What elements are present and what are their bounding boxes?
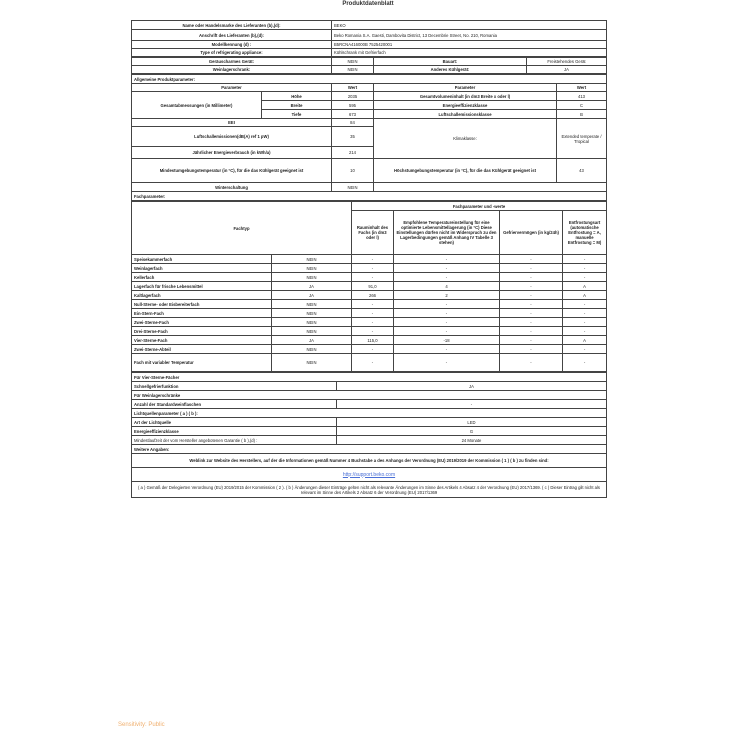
empty-cell: [374, 183, 607, 192]
col-compartment-type: Fachtyp: [132, 202, 352, 255]
row-temp: -: [394, 264, 500, 273]
row-present: NEIN: [272, 318, 352, 327]
height-value: 2035: [332, 92, 374, 101]
type-table: [131, 57, 607, 74]
wine-cabinet-value: NEIN: [332, 66, 374, 74]
wine-label: Für Weinlagerschränke: [132, 391, 607, 400]
supplier-name-label: Name oder Handelsmarke des Lieferanten (b),(d):: [132, 21, 332, 30]
row-name: Zwei-Sterne-Fach: [132, 318, 272, 327]
general-section-label: Allgemeine Produktparameter:: [132, 75, 607, 84]
row-defrost: -: [563, 318, 607, 327]
volume-label: Gesamtvolumeninhalt (in dm3 Breite x oder l): [374, 92, 557, 101]
row-name: Zwei-Sterne-Abteil: [132, 345, 272, 354]
wine-count-label: Anzahl der Standardweinflaschen: [132, 400, 337, 409]
supplier-address-label: Anschrift des Lieferanten (b),(d):: [132, 30, 332, 41]
volume-value: 413: [557, 92, 607, 101]
row-freeze: -: [500, 336, 563, 345]
wine-cabinet-label: Weinlagerschrank:: [132, 66, 332, 74]
energy-class-label: Energieeffizienzklasse: [374, 101, 557, 110]
row-freeze: -: [500, 345, 563, 354]
row-freeze: -: [500, 354, 563, 372]
row-present: JA: [272, 282, 352, 291]
row-temp: -: [394, 300, 500, 309]
row-temp: -: [394, 309, 500, 318]
wine-count-value: -: [337, 400, 607, 409]
row-name: Vier-Sterne-Fach: [132, 336, 272, 345]
col-parameter-2: Parameter: [374, 84, 557, 92]
row-freeze: -: [500, 264, 563, 273]
table-row: [132, 264, 607, 273]
row-name: Ein-Stern-Fach: [132, 309, 272, 318]
max-temp-label: Höchstumgebungstemperatur (in °C), für die das Kühlgerät geeignet ist: [374, 159, 557, 183]
eei-value: 84: [332, 119, 374, 127]
design-value: Freistehendes Gerät: [527, 58, 607, 66]
row-defrost: A: [563, 282, 607, 291]
col-value-2: Wert: [557, 84, 607, 92]
row-volume: -: [352, 309, 394, 318]
row-freeze: -: [500, 291, 563, 300]
row-present: NEIN: [272, 327, 352, 336]
col-temp: Empfohlene Temperatureinstellung für eine optimierte Lebensmittellagerung (in °C) Diese Einstellungen dürfen nicht im Widerspruch zu den Lagerbedingungen gemäß Anhang IV Tabelle 3 stehen): [394, 211, 500, 255]
row-defrost: A: [563, 336, 607, 345]
sensitivity-label: Sensitivity: Public: [118, 722, 165, 728]
appliance-type-label: Type of refrigerating appliance:: [132, 49, 332, 57]
design-label: Bauart:: [374, 58, 527, 66]
warranty-value: 24 Monate: [337, 436, 607, 445]
row-present: NEIN: [272, 255, 352, 264]
height-label: Höhe: [262, 92, 332, 101]
col-value: Wert: [332, 84, 374, 92]
row-temp: -18: [394, 336, 500, 345]
row-defrost: -: [563, 300, 607, 309]
light-label: Lichtquellenparameter ( a ) ( b ):: [132, 409, 607, 418]
page-title: Produktdatenblatt: [342, 1, 394, 7]
row-defrost: -: [563, 264, 607, 273]
row-defrost: -: [563, 273, 607, 282]
row-present: NEIN: [272, 309, 352, 318]
noise-class-label: Luftschallemissionsklasse: [374, 110, 557, 119]
supplier-table: [131, 20, 607, 57]
table-row: [132, 282, 607, 291]
row-freeze: -: [500, 318, 563, 327]
row-name: Drei-Sterne-Fach: [132, 327, 272, 336]
quick-freeze-label: Schnellgefrierfunktion: [132, 382, 337, 391]
row-temp: -: [394, 318, 500, 327]
row-volume: -: [352, 354, 394, 372]
row-present: NEIN: [272, 273, 352, 282]
energy-consumption-value: 214: [332, 147, 374, 159]
row-volume: -: [352, 264, 394, 273]
depth-value: 673: [332, 110, 374, 119]
row-temp: 2: [394, 291, 500, 300]
row-present: NEIN: [272, 300, 352, 309]
table-row: [132, 309, 607, 318]
low-noise-value: NEIN: [332, 58, 374, 66]
table-row: [132, 318, 607, 327]
light-type-label: Art der Lichtquelle: [132, 418, 337, 427]
general-params-table: [131, 74, 607, 201]
width-label: Breite: [262, 101, 332, 110]
product-data-sheet: [131, 20, 606, 498]
other-appliance-label: Anderes Kühlgerät:: [374, 66, 527, 74]
row-present: NEIN: [272, 264, 352, 273]
row-present: NEIN: [272, 345, 352, 354]
row-defrost: -: [563, 354, 607, 372]
four-star-label: Für Vier-Sterne-Fächer: [132, 373, 607, 382]
table-row: [132, 354, 607, 372]
row-volume: 266: [352, 291, 394, 300]
row-volume: -: [352, 327, 394, 336]
col-defrost: Entfrostungsart (automatische Entfrostung = A, manuelle Entfrostung = M): [563, 211, 607, 255]
row-freeze: -: [500, 273, 563, 282]
max-temp-value: 43: [557, 159, 607, 183]
row-freeze: -: [500, 327, 563, 336]
table-row: [132, 300, 607, 309]
more-info-label: Weitere Angaben:: [132, 445, 607, 454]
row-temp: -: [394, 345, 500, 354]
winter-value: NEIN: [332, 183, 374, 192]
row-name: Lagerfach für frische Lebensmittel: [132, 282, 272, 291]
light-type-value: LED: [337, 418, 607, 427]
compartment-group-header: Fachparameter und -werte: [352, 202, 607, 211]
col-volume: Rauminhalt des Fachs (in dm3 oder l): [352, 211, 394, 255]
energy-class-value: C: [557, 101, 607, 110]
noise-value: 35: [332, 127, 374, 147]
compartment-table: [131, 201, 607, 372]
col-parameter: Parameter: [132, 84, 332, 92]
model-label: Modellkennung (d) :: [132, 41, 332, 49]
eei-label: EEI: [132, 119, 332, 127]
row-name: Kaltlagerfach: [132, 291, 272, 300]
row-name: Fach mit variabler Temperatur: [132, 354, 272, 372]
row-temp: -: [394, 273, 500, 282]
row-volume: 91,0: [352, 282, 394, 291]
table-row: [132, 336, 607, 345]
row-name: Weinlagerfach: [132, 264, 272, 273]
supplier-name-value: BEKO: [332, 21, 607, 30]
row-name: Null-Sterne- oder Eisbereiterfach: [132, 300, 272, 309]
climate-label: Klimaklasse:: [374, 119, 557, 159]
row-volume: -: [352, 273, 394, 282]
weblink-label: Weblink zur Website des Herstellers, auf der die Informationen gemäß Nummer 4 Buchstabe a des Anhangs der Verordnung (EU) 2019/2019 der Kommission ( 1 ) ( b ) zu finden sind:: [132, 454, 607, 468]
row-freeze: -: [500, 300, 563, 309]
row-freeze: -: [500, 282, 563, 291]
model-value: B5RCNA416000B 7525420001: [332, 41, 607, 49]
row-volume: -: [352, 318, 394, 327]
row-temp: -: [394, 354, 500, 372]
row-volume: -: [352, 300, 394, 309]
support-link[interactable]: http://support.beko.com: [342, 471, 396, 478]
row-temp: -: [394, 255, 500, 264]
row-present: JA: [272, 336, 352, 345]
winter-label: Winterschaltung: [132, 183, 332, 192]
row-volume: -: [352, 345, 394, 354]
min-temp-value: 10: [332, 159, 374, 183]
row-name: Kellerfach: [132, 273, 272, 282]
quick-freeze-value: JA: [337, 382, 607, 391]
row-freeze: -: [500, 309, 563, 318]
light-class-label: Energieeffizienzklasse: [132, 427, 337, 436]
climate-value: Extended temperate / Tropical: [557, 119, 607, 159]
low-noise-label: Geräuscharmes Gerät:: [132, 58, 332, 66]
table-row: [132, 273, 607, 282]
row-present: JA: [272, 291, 352, 300]
row-temp: -: [394, 327, 500, 336]
row-defrost: A: [563, 291, 607, 300]
warranty-label: Mindestlaufzeit der vom Hersteller angebotenen Garantie ( b ),(d) :: [132, 436, 337, 445]
row-volume: 115,0: [352, 336, 394, 345]
col-freeze: Gefriervermögen (in kg/24h): [500, 211, 563, 255]
row-present: NEIN: [272, 354, 352, 372]
footnote: ( a ) Gemäß der Delegierten Verordnung (EU) 2019/2015 der Kommission ( 2 ). ( b ) Änderungen dieser Einträge gelten nicht als relevante Änderungen im Sinne des Artikels 4 Absatz 4 der Verordnung (EU) 2017/1369. ( c ) Dieser Eintrag gilt nicht als relevant im Sinne des Artikels 2 Absatz 6 der Verordnung (EU) 2017/1369: [132, 482, 607, 498]
depth-label: Tiefe: [262, 110, 332, 119]
noise-class-value: B: [557, 110, 607, 119]
light-class-value: G: [337, 427, 607, 436]
min-temp-label: Mindestumgebungstemperatur (in °C), für die das Kühlgerät geeignet ist: [132, 159, 332, 183]
row-volume: -: [352, 255, 394, 264]
compartment-section-label: Fachparameter:: [132, 192, 607, 201]
appliance-type-value: Kühlschrank mit Gefrierfach: [332, 49, 607, 57]
table-row: [132, 327, 607, 336]
row-freeze: -: [500, 255, 563, 264]
energy-consumption-label: Jährlicher Energieverbrauch (in kWh/a): [132, 147, 332, 159]
dimensions-label: Gesamtabmessungen (in Millimeter): [132, 92, 262, 119]
row-defrost: -: [563, 309, 607, 318]
table-row: [132, 255, 607, 264]
other-appliance-value: JA: [527, 66, 607, 74]
width-value: 595: [332, 101, 374, 110]
supplier-address-value: Beko Romania S.A. Gaesti, Dambovita District, 13 Decembrie Street, No. 210, Romania: [332, 30, 607, 41]
table-row: [132, 291, 607, 300]
row-name: Speisekammerfach: [132, 255, 272, 264]
row-defrost: -: [563, 345, 607, 354]
extra-table: [131, 372, 607, 498]
row-defrost: -: [563, 255, 607, 264]
noise-label: Luftschallemissionen(dB(A) ref 1 pW): [132, 127, 332, 147]
row-temp: 4: [394, 282, 500, 291]
row-defrost: -: [563, 327, 607, 336]
table-row: [132, 345, 607, 354]
